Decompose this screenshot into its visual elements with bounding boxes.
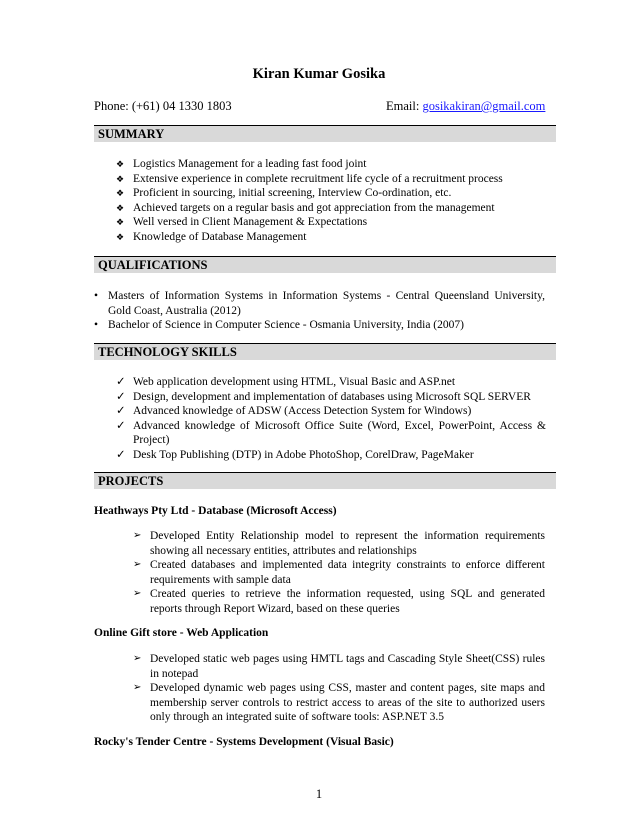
arrow-bullet-icon: ➢: [133, 559, 142, 571]
checkmark-icon: ✓: [116, 448, 126, 461]
projects-title: PROJECTS: [98, 474, 164, 488]
candidate-name: Kiran Kumar Gosika: [252, 66, 386, 82]
arrow-bullet-icon: ➢: [133, 530, 142, 541]
qualifications-list: [92, 289, 545, 333]
checkmark-icon: ✓: [116, 390, 126, 403]
qualifications-heading: [94, 256, 556, 273]
project-title: Online Gift store - Web Application: [94, 627, 269, 639]
email-label: Email:: [386, 99, 423, 113]
diamond-bullet-icon: ❖: [116, 231, 125, 242]
technology-list: [116, 375, 546, 463]
phone-number: Phone: (+61) 04 1330 1803: [94, 99, 232, 113]
project-1-list: [133, 529, 545, 617]
bullet-icon: •: [94, 319, 99, 332]
email-line: [386, 99, 545, 114]
page-number: 1: [315, 787, 323, 801]
list-item: ❖ Proficient in sourcing, initial screening, Interview Co-ordination, etc.: [116, 187, 452, 200]
list-item: ✓ Advanced knowledge of Microsoft Office Suite (Word, Excel, PowerPoint, Access & Project): [116, 419, 546, 447]
list-item: ❖ Logistics Management for a leading fast food joint: [116, 158, 367, 170]
arrow-bullet-icon: ➢: [133, 653, 142, 664]
list-item: ➢ Developed Entity Relationship model to represent the information requirements showing all necessary entities, attributes and relationships: [133, 530, 545, 557]
project-title: Heathways Pty Ltd - Database (Microsoft Access): [94, 505, 337, 517]
list-item: ➢ Developed dynamic web pages using CSS, master and content pages, site maps and membership server controls to restrict access to areas of the site to authorized users only through an integrated suite of software tools: ASP.NET 3.5: [133, 682, 545, 724]
list-item: ❖ Knowledge of Database Management: [116, 230, 307, 243]
technology-title: TECHNOLOGY SKILLS: [98, 345, 237, 359]
diamond-bullet-icon: ❖: [116, 159, 125, 169]
qualifications-title: QUALIFICATIONS: [98, 258, 208, 272]
checkmark-icon: ✓: [116, 405, 126, 418]
arrow-bullet-icon: ➢: [133, 682, 142, 694]
technology-heading: [94, 343, 556, 360]
project-2-list: [133, 652, 545, 725]
list-item: ❖ Achieved targets on a regular basis and got appreciation from the management: [116, 201, 495, 214]
list-item: ➢ Created databases and implemented data integrity constraints to enforce different requirements with sample data: [133, 559, 545, 586]
list-item: ➢ Developed static web pages using HMTL tags and Cascading Style Sheet(CSS) rules in notepad: [133, 653, 545, 680]
list-item: ❖ Well versed in Client Management & Expectations: [116, 216, 368, 229]
list-item: ✓ Design, development and implementation of databases using Microsoft SQL SERVER: [116, 390, 531, 403]
project-title: Rocky's Tender Centre - Systems Development (Visual Basic): [94, 736, 394, 748]
projects-heading: [94, 472, 556, 489]
checkmark-icon: ✓: [116, 376, 126, 388]
list-item: ✓ Desk Top Publishing (DTP) in Adobe PhotoShop, CorelDraw, PageMaker: [116, 448, 474, 461]
summary-title: SUMMARY: [98, 127, 165, 141]
summary-list: [116, 157, 546, 245]
list-item: • Masters of Information Systems in Information Systems - Central Queensland University, Gold Coast, Australia (2012): [94, 290, 545, 317]
diamond-bullet-icon: ❖: [116, 217, 125, 228]
list-item: ➢ Created queries to retrieve the information requested, using SQL and generated reports through Report Wizard, based on these queries: [133, 588, 545, 615]
diamond-bullet-icon: ❖: [116, 188, 125, 199]
checkmark-icon: ✓: [116, 419, 126, 432]
list-item: • Bachelor of Science in Computer Science - Osmania University, India (2007): [94, 319, 464, 332]
list-item: ✓ Web application development using HTML, Visual Basic and ASP.net: [116, 376, 456, 388]
list-item: ✓ Advanced knowledge of ADSW (Access Detection System for Windows): [116, 405, 472, 418]
email-link[interactable]: gosikakiran@gmail.com: [422, 99, 546, 113]
list-item: ❖ Extensive experience in complete recruitment life cycle of a recruitment process: [116, 172, 503, 185]
summary-heading: [94, 125, 556, 142]
diamond-bullet-icon: ❖: [116, 202, 125, 213]
bullet-icon: •: [94, 290, 99, 302]
diamond-bullet-icon: ❖: [116, 173, 125, 184]
arrow-bullet-icon: ➢: [133, 588, 142, 600]
